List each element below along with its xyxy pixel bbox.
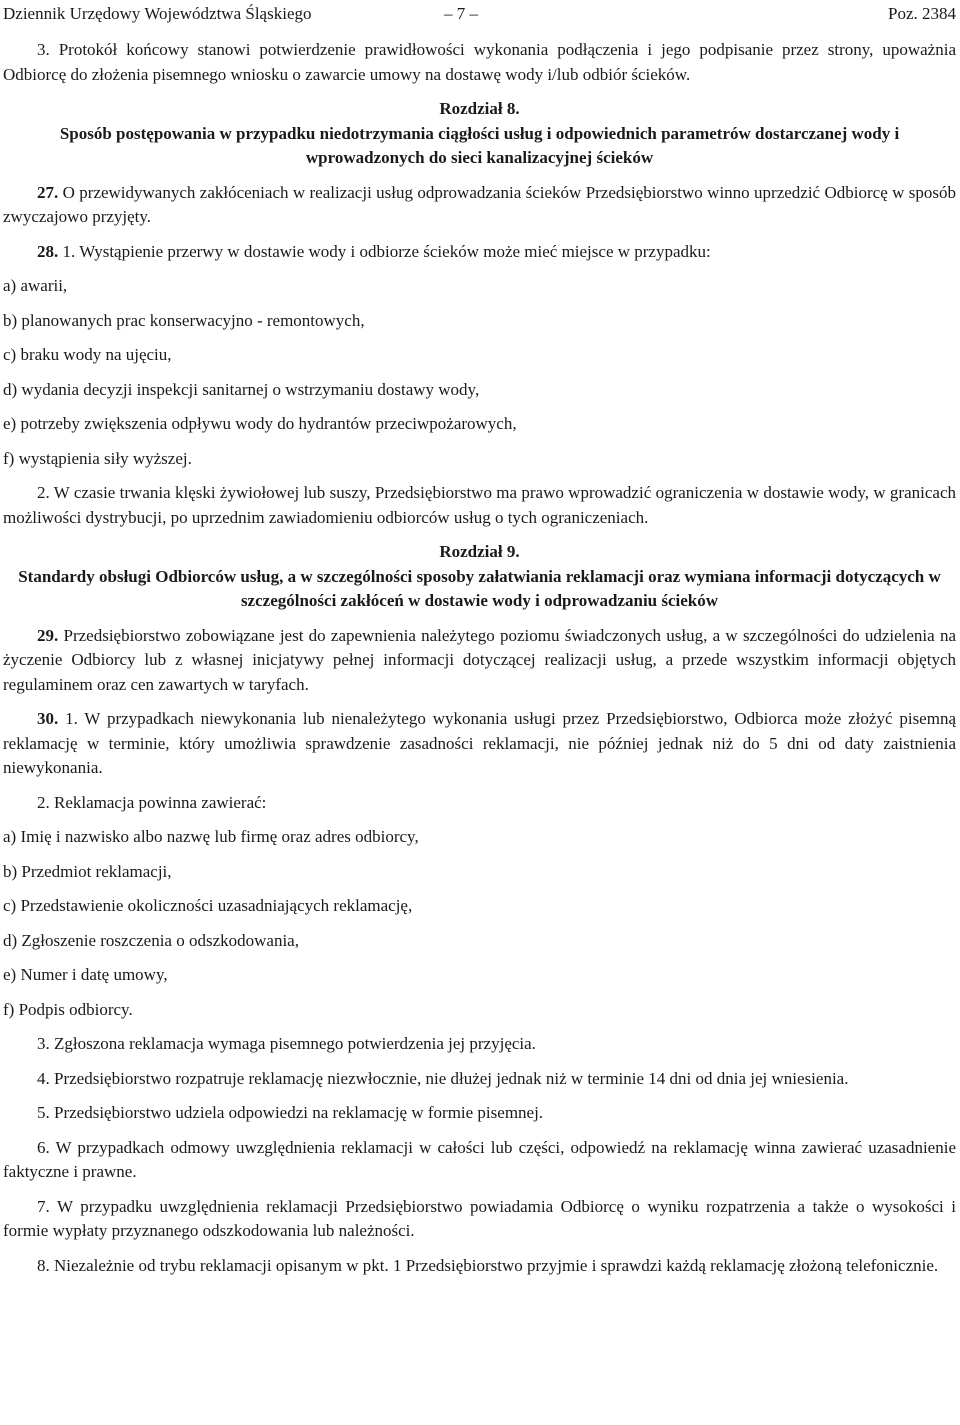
- paragraph-protocol: 3. Protokół końcowy stanowi potwierdzenie prawidłowości wykonania podłączenia i jego podpisanie przez strony, upoważnia Odbiorcę do złożenia pisemnego wniosku o zawarcie umowy na dostawę wody i/lub odbiór ścieków.: [3, 40, 956, 84]
- section-30-number: 30.: [37, 709, 59, 728]
- section-30-text: 1. W przypadkach niewykonania lub nienależytego wykonania usługi przez Przedsiębiorstwo, Odbiorca może złożyć pisemną reklamację w terminie, który umożliwia sprawdzenie zasadności reklamacji, nie później jednak niż do 5 dni od daty zaistnienia niewykonania.: [3, 709, 956, 777]
- section-29-text: Przedsiębiorstwo zobowiązane jest do zapewnienia należytego poziomu świadczonych usług, a w szczególności do udzielenia na życzenie Odbiorcy lub z własnej inicjatywy pełnej informacji dotyczącej realizacji usług, a przede wszystkim informacji objętych regulaminem oraz cen zawartych w taryfach.: [3, 625, 956, 694]
- section-28: [3, 240, 956, 265]
- chapter-8-number: Rozdział 8.: [439, 99, 520, 118]
- list-item: d) Zgłoszenie roszczenia o odszkodowania,: [3, 930, 299, 950]
- section-28-number: 28.: [37, 241, 59, 261]
- chapter-9-title: Standardy obsługi Odbiorców usług, a w szczególności sposoby załatwiania reklamacji oraz wymiana informacji dotyczących w szczególności zakłóceń w dostawie wody i odprowadzaniu ścieków: [18, 566, 941, 610]
- list-item: a) awarii,: [3, 276, 68, 295]
- chapter-9-number: Rozdział 9.: [439, 542, 520, 561]
- list-item: c) braku wody na ujęciu,: [3, 345, 172, 364]
- list-item: e) Numer i datę umowy,: [3, 965, 168, 984]
- section-29: [3, 624, 956, 698]
- list-item: f) wystąpienia siły wyższej.: [3, 448, 192, 468]
- journal-title: Dziennik Urzędowy Województwa Śląskiego: [3, 4, 312, 23]
- list-item: b) Przedmiot reklamacji,: [3, 861, 172, 881]
- chapter-8-title: Sposób postępowania w przypadku niedotrzymania ciągłości usług i odpowiednich parametrów dostarczanej wody i wprowadzonych do sieci kanalizacyjnej ścieków: [59, 123, 900, 167]
- document-body: [3, 38, 956, 1278]
- section-30-paragraph-3: 3. Zgłoszona reklamacja wymaga pisemnego potwierdzenia jej przyjęcia.: [37, 1034, 536, 1053]
- section-29-number: 29.: [37, 625, 59, 645]
- section-30-paragraph-6: 6. W przypadkach odmowy uwzględnienia reklamacji w całości lub części, odpowiedź na reklamację winna zawierać uzasadnienie faktyczne i prawne.: [3, 1137, 956, 1181]
- section-30: [3, 707, 956, 781]
- list-item: c) Przedstawienie okoliczności uzasadniających reklamację,: [3, 896, 413, 915]
- page-header: [3, 4, 956, 28]
- section-30-paragraph-7: 7. W przypadku uwzględnienia reklamacji Przedsiębiorstwo powiadamia Odbiorcę o wyniku rozpatrzenia a także o wysokości i formie wypłaty przyznanego odszkodowania lub należności.: [3, 1196, 956, 1240]
- section-27-text: O przewidywanych zakłóceniach w realizacji usług odprowadzania ścieków Przedsiębiorstwo winno uprzedzić Odbiorcę w sposób zwyczajowo przyjęty.: [3, 182, 956, 226]
- page-number: – 7 –: [444, 4, 478, 23]
- section-27: [3, 181, 956, 230]
- section-30-paragraph-8: 8. Niezależnie od trybu reklamacji opisanym w pkt. 1 Przedsiębiorstwo przyjmie i sprawdzi każdą reklamację złożoną telefonicznie.: [37, 1255, 939, 1275]
- list-item: a) Imię i nazwisko albo nazwę lub firmę oraz adres odbiorcy,: [3, 827, 419, 846]
- section-28-text: 1. Wystąpienie przerwy w dostawie wody i odbiorze ścieków może mieć miejsce w przypadku:: [58, 241, 711, 261]
- section-30-paragraph-2: 2. Reklamacja powinna zawierać:: [37, 792, 267, 812]
- list-item: b) planowanych prac konserwacyjno - remontowych,: [3, 310, 365, 330]
- position-number: Poz. 2384: [888, 4, 956, 23]
- section-28-paragraph-2: 2. W czasie trwania klęski żywiołowej lub suszy, Przedsiębiorstwo ma prawo wprowadzić ograniczenia w dostawie wody, w granicach możliwości dystrybucji, po uprzednim zawiadomieniu odbiorców usług o tych ograniczeniach.: [3, 483, 956, 527]
- section-30-paragraph-5: 5. Przedsiębiorstwo udziela odpowiedzi na reklamację w formie pisemnej.: [37, 1103, 544, 1122]
- list-item: d) wydania decyzji inspekcji sanitarnej o wstrzymaniu dostawy wody,: [3, 379, 480, 399]
- section-27-number: 27.: [37, 182, 59, 202]
- list-item: e) potrzeby zwiększenia odpływu wody do hydrantów przeciwpożarowych,: [3, 414, 517, 433]
- section-30-paragraph-4: 4. Przedsiębiorstwo rozpatruje reklamację niezwłocznie, nie dłużej jednak niż w terminie 14 dni od dnia jej wniesienia.: [37, 1068, 849, 1088]
- list-item: f) Podpis odbiorcy.: [3, 999, 133, 1019]
